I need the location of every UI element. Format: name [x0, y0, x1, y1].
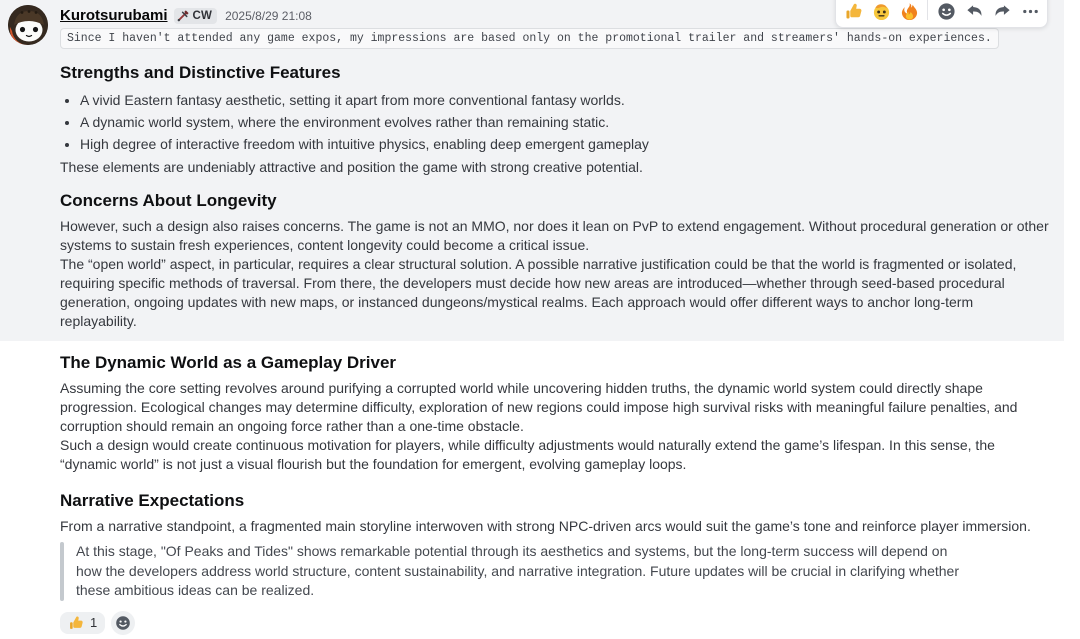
- heading-narrative: Narrative Expectations: [60, 491, 245, 510]
- tag-label: CW: [192, 9, 213, 22]
- blockquote: [60, 542, 1050, 601]
- list-item: • High degree of interactive freedom with intuitive physics, enabling deep emergent gameplay: [80, 133, 1050, 155]
- melting-face-icon: [872, 2, 891, 21]
- thumbs-up-icon: [844, 2, 863, 21]
- reactions-row: [60, 611, 1050, 635]
- reply-icon: [965, 2, 984, 21]
- reply-button[interactable]: [960, 0, 988, 25]
- paragraph-narrative: From a narrative standpoint, a fragmented main storyline interwoven with strong NPC-driven arcs would suit the game’s tone and reinforce player immersion.: [60, 518, 1031, 534]
- message-hover-toolbar: [835, 0, 1048, 28]
- list-item: • A vivid Eastern fantasy aesthetic, setting it apart from more conventional fantasy worlds.: [80, 89, 1050, 111]
- blockquote-bar: [60, 542, 64, 601]
- message-2: [0, 341, 1064, 639]
- reaction-count: 1: [90, 615, 98, 630]
- heading-dynamic-world: The Dynamic World as a Gameplay Driver: [60, 353, 397, 372]
- add-reaction-icon: [115, 615, 131, 631]
- more-icon: [1021, 2, 1040, 21]
- add-reaction-button[interactable]: [111, 611, 135, 635]
- blockquote-text: At this stage, "Of Peaks and Tides" shows remarkable potential through its aesthetics and systems, but the long-term success will depend on how the developers address world structure, content sustainability, and narrative integration. Future updates will be crucial in clarifying whether these ambitious ideas can be realized.: [76, 543, 959, 598]
- fire-icon: [900, 2, 919, 21]
- username-link[interactable]: Kurotsurubami: [60, 7, 168, 24]
- thumbs-up-icon: [68, 615, 84, 631]
- reaction-thumbs-up[interactable]: [60, 612, 105, 634]
- forum-tag[interactable]: [174, 8, 218, 24]
- more-actions-button[interactable]: [1016, 0, 1044, 25]
- paragraph-concerns-2: The “open world” aspect, in particular, requires a clear structural solution. A possible narrative justification could be that the world is fragmented or isolated, requiring specific methods of traversal. From there, the developers must decide how new areas are introduced—whether through seed-based procedural generation, ongoing updates with new maps, or instanced dungeons/mystical realms. Each approach would offer different ways to anchor long-term replayability.: [60, 256, 1017, 329]
- add-reaction-button[interactable]: [932, 0, 960, 25]
- paragraph-strengths-summary: These elements are undeniably attractive and position the game with strong creative potential.: [60, 159, 643, 175]
- quick-reaction-fire-button[interactable]: [895, 0, 923, 25]
- quick-reaction-thumbs-up-button[interactable]: [839, 0, 867, 25]
- list-item: • A dynamic world system, where the environment evolves rather than remaining static.: [80, 111, 1050, 133]
- forward-icon: [993, 2, 1012, 21]
- scrollbar-track[interactable]: [1064, 0, 1080, 600]
- add-reaction-icon: [937, 2, 956, 21]
- paragraph-dynamic-1: Assuming the core setting revolves around purifying a corrupted world while uncovering hidden truths, the dynamic world system could directly shape progression. Ecological changes may determine difficulty, exploration of new regions could impose high survival risks with meaningful failure penalties, and corruption should remain an ongoing force rather than a one-time obstacle.: [60, 380, 1018, 434]
- heading-concerns: Concerns About Longevity: [60, 191, 277, 210]
- dagger-icon: [177, 9, 190, 22]
- heading-strengths: Strengths and Distinctive Features: [60, 63, 341, 82]
- timestamp: 2025/8/29 21:08: [225, 8, 312, 23]
- code-block-line: Since I haven't attended any game expos, my impressions are based only on the promotional trailer and streamers' hands-on experiences.: [60, 28, 999, 49]
- avatar[interactable]: [8, 5, 48, 45]
- quick-reaction-melting-face-button[interactable]: [867, 0, 895, 25]
- forward-button[interactable]: [988, 0, 1016, 25]
- paragraph-dynamic-2: Such a design would create continuous motivation for players, while difficulty adjustments would naturally extend the game’s lifespan. In this sense, the “dynamic world” is not just a visual flourish but the foundation for emergent, evolving gameplay loops.: [60, 437, 995, 472]
- toolbar-divider: [927, 0, 928, 20]
- avatar-art: [8, 5, 48, 45]
- paragraph-concerns-1: However, such a design also raises concerns. The game is not an MMO, nor does it lean on PvP to extend engagement. Without procedural generation or other systems to sustain fresh experiences, content longevity could become a critical issue.: [60, 218, 1049, 253]
- strengths-list: [60, 89, 1050, 155]
